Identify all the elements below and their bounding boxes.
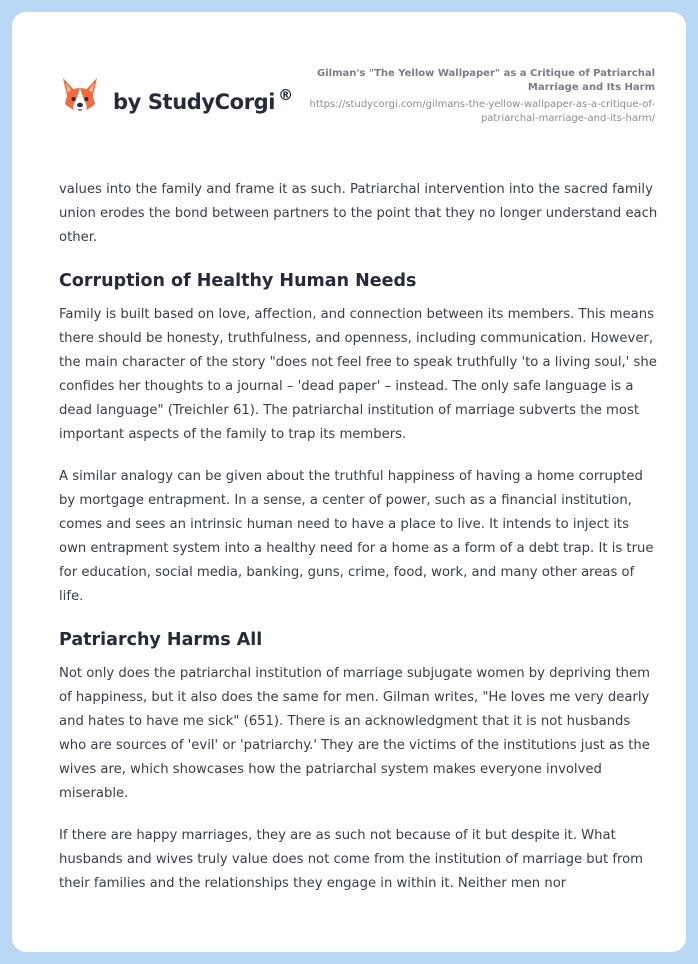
- document-page: [12, 12, 686, 952]
- document-title: Gilman's "The Yellow Wallpaper" as a Critique of Patriarchal Marriage and Its Harm: [317, 68, 655, 93]
- paragraph: Not only does the patriarchal institution of marriage subjugate women by depriving them of happiness, but it also does the same for men. Gilman writes, "He loves me very dearly and hates to have me sick" (651). There is an acknowledgment that it is not husbands who are sources of 'evil' or 'patriarchy.' They are the victims of the institutions just as the wives are, which showcases how the patriarchal system makes everyone involved miserable.: [59, 666, 650, 801]
- intro-paragraph: values into the family and frame it as such. Patriarchal intervention into the sacred family union erodes the bond between partners to the point that they no longer understand each other.: [59, 182, 658, 245]
- document-meta: [295, 67, 655, 126]
- document-url[interactable]: https://studycorgi.com/gilmans-the-yellow-wallpaper-as-a-critique-of-patriarchal-marriage-and-its-harm/: [309, 99, 655, 124]
- paragraph: Family is built based on love, affection, and connection between its members. This means there should be honesty, truthfulness, and openness, including communication. However, the main character of the story "does not feel free to speak truthfully 'to a living soul,' she confides her thoughts to a journal – 'dead paper' – instead. The only safe language is a dead language" (Treichler 61). The patriarchal institution of marriage subverts the most important aspects of the family to trap its members.: [59, 307, 657, 442]
- article-body: [59, 178, 659, 914]
- registered-mark: ®: [278, 86, 293, 104]
- studycorgi-logo[interactable]: [60, 74, 293, 118]
- corgi-logo-icon: [60, 74, 100, 118]
- paragraph: If there are happy marriages, they are as such not because of it but despite it. What husbands and wives truly value does not come from the institution of marriage but from their families and the relationships they engage in within it. Neither men nor: [59, 828, 644, 891]
- section-heading-corruption: Corruption of Healthy Human Needs: [59, 271, 417, 291]
- brand-name: by StudyCorgi ®: [113, 86, 293, 114]
- section-heading-patriarchy: Patriarchy Harms All: [59, 630, 263, 650]
- paragraph: A similar analogy can be given about the truthful happiness of having a home corrupted by mortgage entrapment. In a sense, a center of power, such as a financial institution, comes and sees an intrinsic human need to have a place to live. It intends to inject its own entrapment system into a healthy need for a home as a form of a debt trap. It is true for education, social media, banking, guns, crime, food, work, and many other areas of life.: [59, 469, 654, 604]
